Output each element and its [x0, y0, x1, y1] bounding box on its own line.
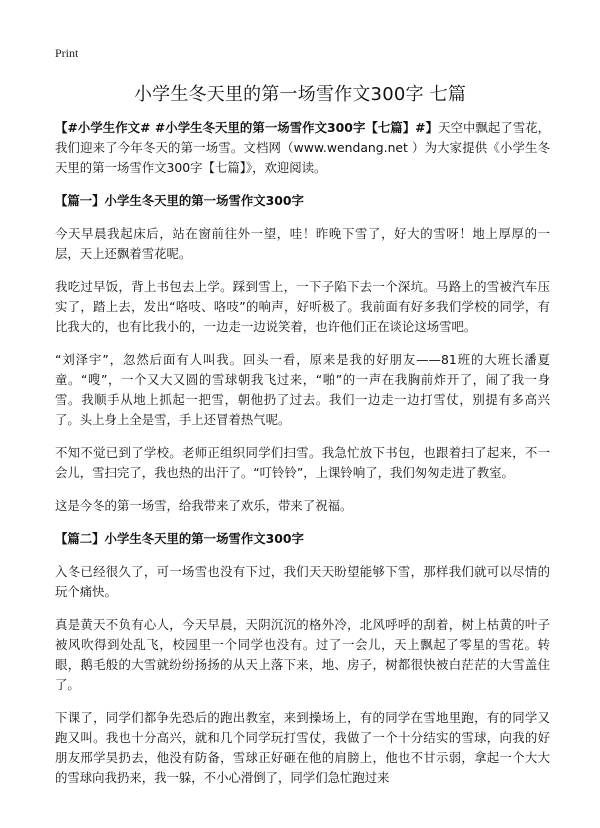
intro-text: 天空中飘起了雪花，我们迎来了今年冬天的第一场雪。文档网（www.wendang.net ）为大家提供《小学生冬天里的第一场雪作文300字【七篇】》，欢迎阅读。	[55, 120, 550, 175]
article-body	[55, 118, 550, 801]
paragraph: 这是今冬的第一场雪，给我带来了欢乐，带来了祝福。	[55, 498, 353, 513]
paragraph: 入冬已经很久了，可一场雪也没有下过，我们天天盼望能够下雪，那样我们就可以尽情的玩个痛快。	[55, 564, 550, 599]
paragraph: 不知不觉已到了学校。老师正组织同学们扫雪。我急忙放下书包，也跟着扫了起来，不一会儿，雪扫完了，我也热的出汗了。“叮铃铃”，上课铃响了，我们匆匆走进了教室。	[55, 445, 550, 480]
print-link[interactable]: Print	[55, 46, 79, 60]
paragraph: 真是黄天不负有心人，今天早晨，天阴沉沉的格外冷，北风呼呼的刮着，树上枯黄的叶子被风吹得到处乱飞，校园里一个同学也没有。过了一会儿，天上飘起了零星的雪花。转眼，鹅毛般的大雪就纷纷扬扬的从天上落下来，地、房子，树都很快被白茫茫的大雪盖住了。	[55, 617, 550, 692]
section-heading-1: 【篇一】小学生冬天里的第一场雪作文300字	[55, 193, 304, 208]
intro-paragraph	[55, 118, 550, 178]
section-heading-2: 【篇二】小学生冬天里的第一场雪作文300字	[55, 531, 304, 546]
page-title: 小学生冬天里的第一场雪作文300字 七篇	[133, 84, 467, 105]
paragraph: 我吃过早饭，背上书包去上学。踩到雪上，一下子陷下去一个深坑。马路上的雪被汽车压实了，踏上去，发出“咯吱、咯吱”的响声，好听极了。我前面有好多我们学校的同学，有比我大的，也有比我小的，一边走一边说笑着，也许他们正在谈论这场雪吧。	[55, 279, 550, 334]
paragraph: 下课了，同学们都争先恐后的跑出教室，来到操场上，有的同学在雪地里跑，有的同学又跑又叫。我也十分高兴，就和几个同学玩打雪仗，我做了一个十分结实的雪球，向我的好朋友邢学昊扔去，他没有防备，雪球正好砸在他的肩膀上，他也不甘示弱，拿起一个大大的雪球向我扔来，我一躲，不小心滑倒了，同学们急忙跑过来	[55, 710, 550, 785]
paragraph: “刘泽宇”，忽然后面有人叫我。回头一看，原来是我的好朋友——81班的大班长潘夏童。“嗖”，一个又大又圆的雪球朝我飞过来，“啪”的一声在我胸前炸开了，闹了我一身雪。我顺手从地上抓起一把雪，朝他扔了过去。我们一边走一边打雪仗，别提有多高兴了。头上身上全是雪，手上还冒着热气呢。	[55, 352, 550, 427]
paragraph: 今天早晨我起床后，站在窗前往外一望，哇！昨晚下雪了，好大的雪呀！地上厚厚的一层，天上还飘着雪花呢。	[55, 226, 550, 261]
intro-tags: 【#小学生作文# #小学生冬天里的第一场雪作文300字【七篇】#】	[55, 120, 439, 135]
